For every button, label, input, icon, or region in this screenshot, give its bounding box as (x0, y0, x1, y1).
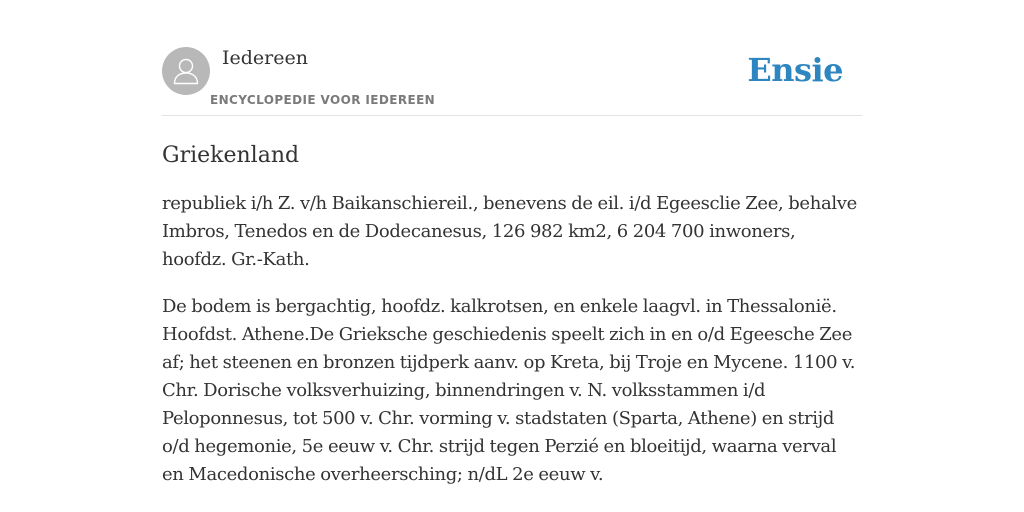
author-name[interactable]: Iedereen (222, 47, 308, 69)
avatar[interactable] (162, 47, 210, 95)
user-icon (162, 47, 210, 95)
header (162, 0, 862, 116)
brand-logo[interactable]: Ensie (747, 51, 843, 89)
site-tagline: ENCYCLOPEDIE VOOR IEDEREEN (210, 93, 436, 107)
article-paragraph: De bodem is bergachtig, hoofdz. kalkrotsen, en enkele laagvl. in Thessalonië. Hoofdst. Athene.De Grieksche geschiedenis speelt zich in en o/d Egeesche Zee af; het steenen en bronzen tijdperk aanv. op Kreta, bij Troje en Mycene. 1100 v. Chr. Dorische volksverhuizing, binnendringen v. N. volksstammen i/d Peloponnesus, tot 500 v. Chr. vorming v. stadstaten (Sparta, Athene) en strijd o/d hegemonie, 5e eeuw v. Chr. strijd tegen Perzié en bloeitijd, waarna verval en Macedonische overheersching; n/dL 2e eeuw v. (162, 296, 856, 485)
article-paragraph: republiek i/h Z. v/h Baikanschiereil., benevens de eil. i/d Egeesclie Zee, behalve Imbros, Tenedos en de Dodecanesus, 126 982 km2, 6 204 700 inwoners, hoofdz. Gr.-Kath. (162, 193, 857, 270)
page-title: Griekenland (162, 143, 300, 168)
page-container (162, 0, 862, 489)
